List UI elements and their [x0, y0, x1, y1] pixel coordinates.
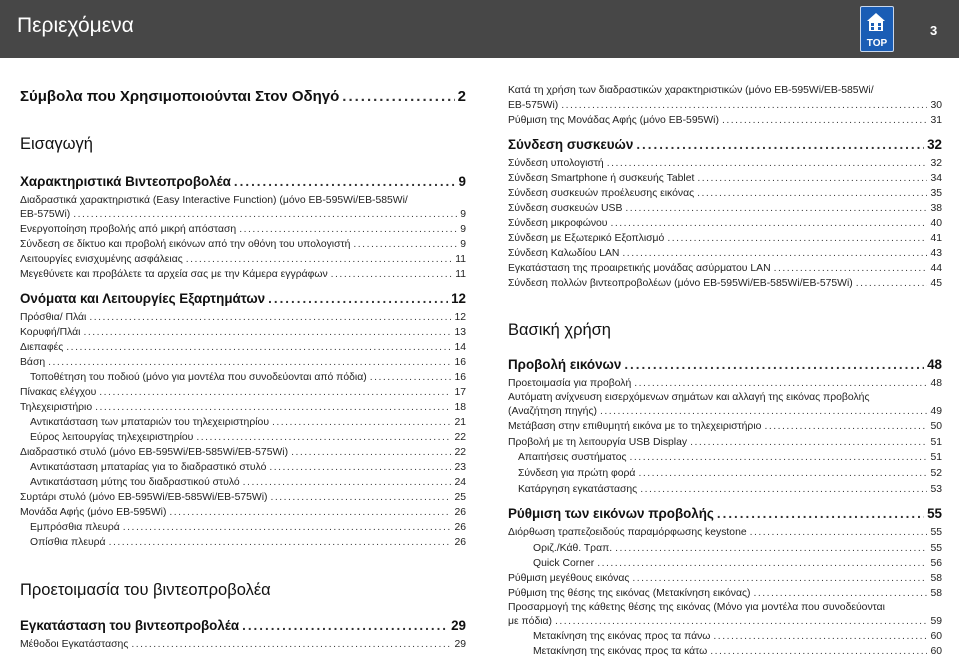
toc-entry-auto-detect-line1[interactable]: Αυτόματη ανίχνευση εισερχόμενων σημάτων και αλλαγή της εικόνας προβολής [508, 392, 870, 403]
toc-entry-page: 23 [454, 462, 466, 473]
toc-entry-label: Σύνδεση συσκευών USB [508, 203, 623, 214]
toc-entry-page: 52 [930, 468, 942, 479]
toc-entry-page: 9 [460, 239, 466, 250]
toc-entry[interactable] [20, 209, 466, 220]
page-number: 3 [930, 23, 938, 38]
leader-dots [99, 387, 451, 398]
leader-dots [234, 174, 456, 189]
leader-dots [610, 218, 927, 229]
toc-entry-label: Χαρακτηριστικά Βιντεοπροβολέα [20, 174, 231, 189]
leader-dots [269, 462, 451, 473]
toc-entry-label: Αντικατάσταση μπαταρίας για το διαδραστικό στυλό [30, 462, 267, 473]
toc-subentry[interactable] [30, 417, 466, 428]
page-header [0, 0, 959, 58]
toc-entry[interactable] [20, 357, 466, 368]
toc-entry-label: Σύνδεση Καλωδίου LAN [508, 248, 620, 259]
toc-subentry[interactable] [533, 646, 942, 657]
toc-entry-label: Τοποθέτηση του ποδιού (μόνο για μοντέλα που συνοδεύονται από πόδια) [30, 372, 367, 383]
toc-entry-label: Απαιτήσεις συστήματος [518, 452, 627, 463]
toc-entry-label: Πρόσθια/ Πλάι [20, 312, 87, 323]
toc-entry-page: 17 [454, 387, 466, 398]
toc-entry-label: Μέθοδοι Εγκατάστασης [20, 639, 129, 650]
toc-entry-label: EB-575Wi) [20, 209, 71, 220]
toc-entry-label: Λειτουργίες ενισχυμένης ασφάλειας [20, 254, 183, 265]
toc-entry-label: Ρύθμιση της Μονάδας Αφής (μόνο EB-595Wi) [508, 115, 719, 126]
toc-entry-page: 55 [930, 543, 942, 554]
toc-entry-label: Μετάβαση στην επιθυμητή εικόνα με το τηλεχειριστήριο [508, 421, 762, 432]
toc-entry-page: 49 [930, 406, 942, 417]
toc-entry-label: Μετακίνηση της εικόνας προς τα πάνω [533, 631, 711, 642]
toc-entry-label: Εγκατάσταση του βιντεοπροβολέα [20, 618, 240, 633]
toc-entry-page: 38 [930, 203, 942, 214]
leader-dots [89, 312, 451, 323]
leader-dots [717, 506, 924, 521]
leader-dots [561, 100, 927, 111]
toc-entry[interactable] [508, 188, 942, 199]
toc-entry-page: 2 [457, 88, 466, 105]
toc-entry-label: Οπίσθια πλευρά [30, 537, 106, 548]
leader-dots [607, 158, 928, 169]
toc-subentry[interactable] [518, 468, 942, 479]
toc-entry-label: με πόδια) [508, 616, 553, 627]
leader-dots [370, 372, 452, 383]
toc-subentry[interactable] [533, 631, 942, 642]
toc-entry[interactable] [508, 203, 942, 214]
leader-dots [722, 115, 927, 126]
toc-entry-page: 11 [455, 254, 466, 265]
toc-entry[interactable] [508, 278, 942, 289]
toc-section-connect[interactable] [508, 137, 942, 152]
toc-entry-symbols[interactable] [20, 88, 466, 105]
toc-entry[interactable] [20, 312, 466, 323]
leader-dots [856, 278, 928, 289]
toc-entry-page: 13 [454, 327, 466, 338]
toc-entry[interactable] [20, 402, 466, 413]
toc-entry-label: Εγκατάσταση της προαιρετικής μονάδας ασύρματου LAN [508, 263, 771, 274]
toc-entry[interactable] [20, 327, 466, 338]
toc-entry-label: Τηλεχειριστήριο [20, 402, 93, 413]
toc-entry-label: Σύνδεση για πρώτη φορά [518, 468, 636, 479]
toc-entry-page: 58 [930, 588, 942, 599]
leader-dots [713, 631, 927, 642]
toc-entry[interactable] [20, 447, 466, 458]
leader-dots [615, 543, 927, 554]
toc-entry[interactable] [20, 269, 466, 280]
leader-dots [353, 239, 457, 250]
toc-entry[interactable] [508, 100, 942, 111]
toc-entry-label: (Αναζήτηση πηγής) [508, 406, 597, 417]
toc-entry-page: 55 [927, 506, 942, 521]
leader-dots [597, 558, 927, 569]
toc-entry-label: Διεπαφές [20, 342, 64, 353]
toc-entry-label: Διαδραστικό στυλό (μόνο EB-595Wi/EB-585Wi/EB-575Wi) [20, 447, 289, 458]
toc-entry-page: 51 [930, 437, 942, 448]
toc-entry-page: 21 [454, 417, 466, 428]
toc-subentry[interactable] [30, 462, 466, 473]
toc-entry[interactable] [508, 406, 942, 417]
leader-dots [331, 269, 453, 280]
leader-dots [622, 248, 927, 259]
toc-entry-page: 25 [454, 492, 466, 503]
leader-dots [291, 447, 451, 458]
toc-entry[interactable] [20, 239, 466, 250]
toc-entry-label: Ρύθμιση των εικόνων προβολής [508, 506, 714, 521]
leader-dots [342, 88, 454, 105]
toc-section-install[interactable] [20, 618, 466, 633]
leader-dots [710, 646, 927, 657]
toc-entry-page: 9 [458, 174, 466, 189]
toc-entry-page: 18 [454, 402, 466, 413]
toc-subentry[interactable] [30, 477, 466, 488]
leader-dots [690, 437, 927, 448]
toc-entry-label: Πίνακας ελέγχου [20, 387, 97, 398]
toc-entry-label: Μονάδα Αφής (μόνο EB-595Wi) [20, 507, 167, 518]
toc-entry-label: Ρύθμιση της θέσης της εικόνας (Μετακίνηση εικόνας) [508, 588, 751, 599]
leader-dots [697, 188, 927, 199]
toc-entry[interactable] [508, 616, 942, 627]
leader-dots [95, 402, 451, 413]
toc-entry-page: 26 [454, 537, 466, 548]
toc-entry-label: Αντικατάσταση μύτης του διαδραστικού στυλό [30, 477, 240, 488]
leader-dots [131, 639, 451, 650]
toc-entry-page: 9 [460, 209, 466, 220]
leader-dots [625, 203, 927, 214]
toc-entry-label: Ρύθμιση μεγέθους εικόνας [508, 573, 630, 584]
leader-dots [66, 342, 451, 353]
toc-entry-label: Βάση [20, 357, 46, 368]
toc-entry-page: 40 [930, 218, 942, 229]
toc-entry-page: 29 [451, 618, 466, 633]
toc-entry[interactable] [508, 437, 942, 448]
toc-entry[interactable] [508, 573, 942, 584]
leader-dots [697, 173, 927, 184]
toc-entry-label: Μετακίνηση της εικόνας προς τα κάτω [533, 646, 708, 657]
toc-entry-vertical-line1[interactable]: Προσαρμογή της κάθετης θέσης της εικόνας (Μόνο για μοντέλα που συνοδεύονται [508, 602, 885, 613]
leader-dots [638, 468, 927, 479]
toc-entry[interactable] [20, 507, 466, 518]
toc-entry-label: Προβολή με τη λειτουργία USB Display [508, 437, 688, 448]
toc-entry-page: 16 [454, 372, 466, 383]
toc-entry-page: 44 [930, 263, 942, 274]
toc-section-features[interactable] [20, 174, 466, 189]
toc-entry-page: 22 [454, 447, 466, 458]
leader-dots [272, 417, 451, 428]
toc-subentry[interactable] [30, 537, 466, 548]
toc-subentry[interactable] [533, 543, 942, 554]
toc-entry[interactable] [508, 233, 942, 244]
leader-dots [186, 254, 452, 265]
leader-dots [750, 527, 928, 538]
leader-dots [270, 492, 451, 503]
leader-dots [774, 263, 928, 274]
toc-entry-label: EB-575Wi) [508, 100, 559, 111]
toc-entry-label: Συρτάρι στυλό (μόνο EB-595Wi/EB-585Wi/EB-575Wi) [20, 492, 268, 503]
toc-entry[interactable] [508, 173, 942, 184]
leader-dots [73, 209, 457, 220]
toc-entry-label: Διόρθωση τραπεζοειδούς παραμόρφωσης keystone [508, 527, 747, 538]
toc-entry-label: Κατάργηση εγκατάστασης [518, 484, 638, 495]
toc-entry-page: 16 [454, 357, 466, 368]
toc-entry-label: Σύνδεση πολλών βιντεοπροβολέων (μόνο EB-595Wi/EB-585Wi/EB-575Wi) [508, 278, 853, 289]
toc-entry-label: Quick Corner [533, 558, 595, 569]
toc-entry-page: 59 [930, 616, 942, 627]
leader-dots [600, 406, 928, 417]
toc-entry-page: 43 [930, 248, 942, 259]
toc-entry[interactable] [508, 588, 942, 599]
leader-dots [83, 327, 451, 338]
toc-entry-label: Σύνδεση με Εξωτερικό Εξοπλισμό [508, 233, 665, 244]
leader-dots [753, 588, 927, 599]
toc-entry-label: Σύνδεση συσκευών [508, 137, 634, 152]
toc-entry-label: Ονόματα και Λειτουργίες Εξαρτημάτων [20, 291, 266, 306]
leader-dots [48, 357, 451, 368]
toc-entry[interactable] [20, 254, 466, 265]
toc-entry-page: 34 [930, 173, 942, 184]
leader-dots [667, 233, 927, 244]
leader-dots [268, 291, 448, 306]
toc-entry-page: 60 [930, 646, 942, 657]
toc-entry-page: 30 [930, 100, 942, 111]
toc-entry[interactable] [20, 639, 466, 650]
toc-entry-page: 56 [930, 558, 942, 569]
toc-entry[interactable] [20, 224, 466, 235]
toc-entry-label: Σύνδεση συσκευών προέλευσης εικόνας [508, 188, 695, 199]
toc-section-parts[interactable] [20, 291, 466, 306]
toc-entry-label: Σύνδεση σε δίκτυο και προβολή εικόνων από την οθόνη του υπολογιστή [20, 239, 351, 250]
toc-entry[interactable] [508, 115, 942, 126]
toc-entry-page: 11 [455, 269, 466, 280]
toc-entry-label: Αντικατάσταση των μπαταριών του τηλεχειριστηρίου [30, 417, 269, 428]
leader-dots [123, 522, 452, 533]
toc-entry-page: 60 [930, 631, 942, 642]
toc-subentry[interactable] [30, 432, 466, 443]
toc-entry-interactive-line1[interactable]: Διαδραστικά χαρακτηριστικά (Easy Interactive Function) (μόνο EB-595Wi/EB-585Wi/ [20, 195, 408, 206]
toc-entry-label: Εύρος λειτουργίας τηλεχειριστηρίου [30, 432, 194, 443]
leader-dots [640, 484, 927, 495]
toc-entry-page: 41 [930, 233, 942, 244]
top-button[interactable] [860, 6, 894, 52]
toc-entry-page: 9 [460, 224, 466, 235]
toc-entry[interactable] [20, 342, 466, 353]
chapter-basic[interactable]: Βασική χρήση [508, 321, 611, 339]
toc-entry-page: 22 [454, 432, 466, 443]
leader-dots [636, 137, 924, 152]
toc-entry-page: 55 [930, 527, 942, 538]
leader-dots [196, 432, 451, 443]
toc-entry-page: 45 [930, 278, 942, 289]
toc-entry[interactable] [508, 421, 942, 432]
leader-dots [109, 537, 452, 548]
leader-dots [634, 378, 927, 389]
toc-entry-label: Σύμβολα που Χρησιμοποιούνται Στον Οδηγό [20, 88, 340, 105]
leader-dots [239, 224, 457, 235]
toc-subentry[interactable] [30, 372, 466, 383]
leader-dots [632, 573, 927, 584]
toc-entry[interactable] [508, 378, 942, 389]
toc-subentry[interactable] [30, 522, 466, 533]
toc-entry-label: Σύνδεση υπολογιστή [508, 158, 604, 169]
toc-entry-page: 48 [930, 378, 942, 389]
leader-dots [764, 421, 927, 432]
home-icon [866, 11, 886, 33]
toc-entry-page: 48 [927, 357, 942, 372]
toc-entry-label: Κορυφή/Πλάι [20, 327, 81, 338]
toc-entry-page: 29 [454, 639, 466, 650]
toc-entry-page: 32 [927, 137, 942, 152]
page-title: Περιεχόμενα [17, 14, 134, 37]
toc-entry[interactable] [20, 387, 466, 398]
toc-entry-label: Ενεργοποίηση προβολής από μικρή απόσταση [20, 224, 237, 235]
toc-entry-page: 31 [930, 115, 942, 126]
toc-entry-label: Προβολή εικόνων [508, 357, 622, 372]
top-button-label: TOP [866, 38, 888, 49]
toc-entry[interactable] [508, 158, 942, 169]
toc-subentry[interactable] [533, 558, 942, 569]
toc-section-projection[interactable] [508, 357, 942, 372]
toc-entry-interactive-use-line1[interactable]: Κατά τη χρήση των διαδραστικών χαρακτηριστικών (μόνο EB-595Wi/EB-585Wi/ [508, 85, 874, 96]
toc-entry-page: 53 [930, 484, 942, 495]
toc-entry-label: Σύνδεση μικροφώνου [508, 218, 608, 229]
toc-entry-page: 58 [930, 573, 942, 584]
toc-entry-page: 50 [930, 421, 942, 432]
toc-entry-page: 12 [451, 291, 466, 306]
leader-dots [630, 452, 928, 463]
toc-entry-page: 35 [930, 188, 942, 199]
toc-entry-page: 51 [930, 452, 942, 463]
toc-entry[interactable] [508, 248, 942, 259]
toc-entry-page: 12 [454, 312, 466, 323]
leader-dots [243, 477, 452, 488]
toc-entry-page: 24 [454, 477, 466, 488]
toc-entry[interactable] [508, 218, 942, 229]
leader-dots [242, 618, 448, 633]
toc-entry-label: Σύνδεση Smartphone ή συσκευής Tablet [508, 173, 695, 184]
toc-entry-label: Εμπρόσθια πλευρά [30, 522, 120, 533]
toc-entry[interactable] [20, 492, 466, 503]
chapter-prep[interactable]: Προετοιμασία του βιντεοπροβολέα [20, 581, 271, 599]
toc-entry[interactable] [508, 263, 942, 274]
leader-dots [555, 616, 927, 627]
toc-entry-page: 14 [454, 342, 466, 353]
leader-dots [169, 507, 451, 518]
toc-entry-label: Μεγεθύνετε και προβάλετε τα αρχεία σας με την Κάμερα εγγράφων [20, 269, 328, 280]
toc-entry[interactable] [508, 527, 942, 538]
chapter-intro[interactable]: Εισαγωγή [20, 135, 93, 153]
toc-entry-label: Οριζ./Κάθ. Τραπ. [533, 543, 613, 554]
toc-subentry[interactable] [518, 484, 942, 495]
toc-subentry[interactable] [518, 452, 942, 463]
leader-dots [624, 357, 924, 372]
toc-entry-page: 26 [454, 522, 466, 533]
toc-section-adjust[interactable] [508, 506, 942, 521]
toc-entry-page: 26 [454, 507, 466, 518]
toc-entry-label: Προετοιμασία για προβολή [508, 378, 632, 389]
toc-entry-page: 32 [930, 158, 942, 169]
